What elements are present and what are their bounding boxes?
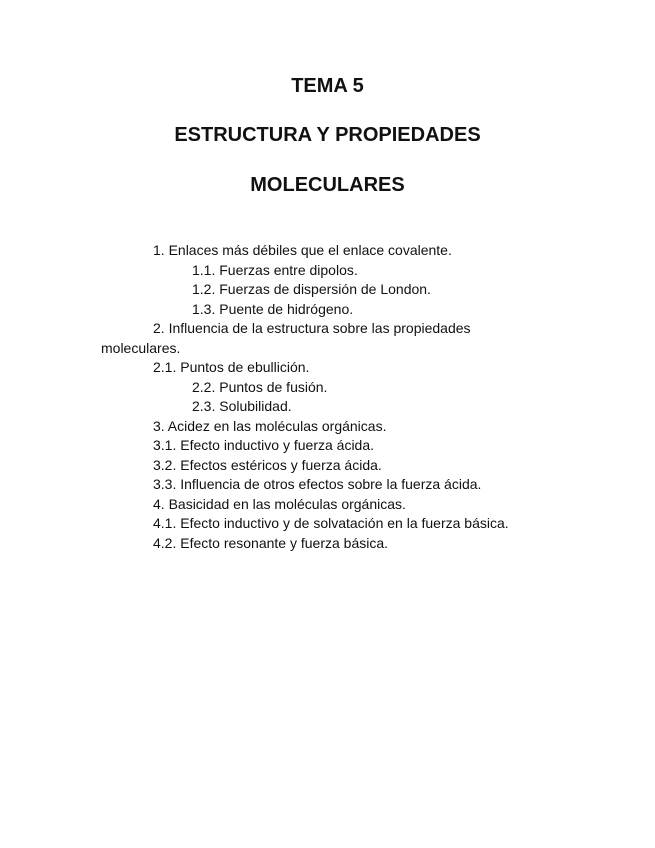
- toc-item: 4. Basicidad en las moléculas orgánicas.: [153, 495, 406, 512]
- toc-item: 3.1. Efecto inductivo y fuerza ácida.: [153, 437, 375, 453]
- toc-item: 2.3. Solubilidad.: [192, 398, 292, 414]
- toc-item: 3.2. Efectos estéricos y fuerza ácida.: [153, 456, 382, 473]
- toc-item: 1.2. Fuerzas de dispersión de London.: [192, 281, 431, 297]
- table-of-contents: [0, 241, 655, 553]
- toc-item: 3. Acidez en las moléculas orgánicas.: [153, 417, 387, 434]
- chapter-number: TEMA 5: [291, 75, 364, 97]
- toc-item: 1. Enlaces más débiles que el enlace covalente.: [153, 242, 452, 258]
- toc-item: 1.3. Puente de hidrógeno.: [192, 300, 354, 317]
- toc-item: 1.1. Fuerzas entre dipolos.: [192, 261, 358, 278]
- toc-item-continuation: moleculares.: [101, 339, 181, 356]
- chapter-title-line-2: MOLECULARES: [250, 174, 405, 196]
- toc-item: 4.1. Efecto inductivo y de solvatación en la fuerza básica.: [153, 515, 509, 531]
- toc-item: 3.3. Influencia de otros efectos sobre la fuerza ácida.: [153, 476, 482, 492]
- toc-item: 2.2. Puntos de fusión.: [192, 378, 328, 395]
- toc-item: 2. Influencia de la estructura sobre las propiedades: [153, 320, 471, 336]
- toc-item: 4.2. Efecto resonante y fuerza básica.: [153, 534, 389, 551]
- toc-item: 2.1. Puntos de ebullición.: [153, 359, 310, 375]
- chapter-title-line-1: ESTRUCTURA Y PROPIEDADES: [174, 124, 481, 146]
